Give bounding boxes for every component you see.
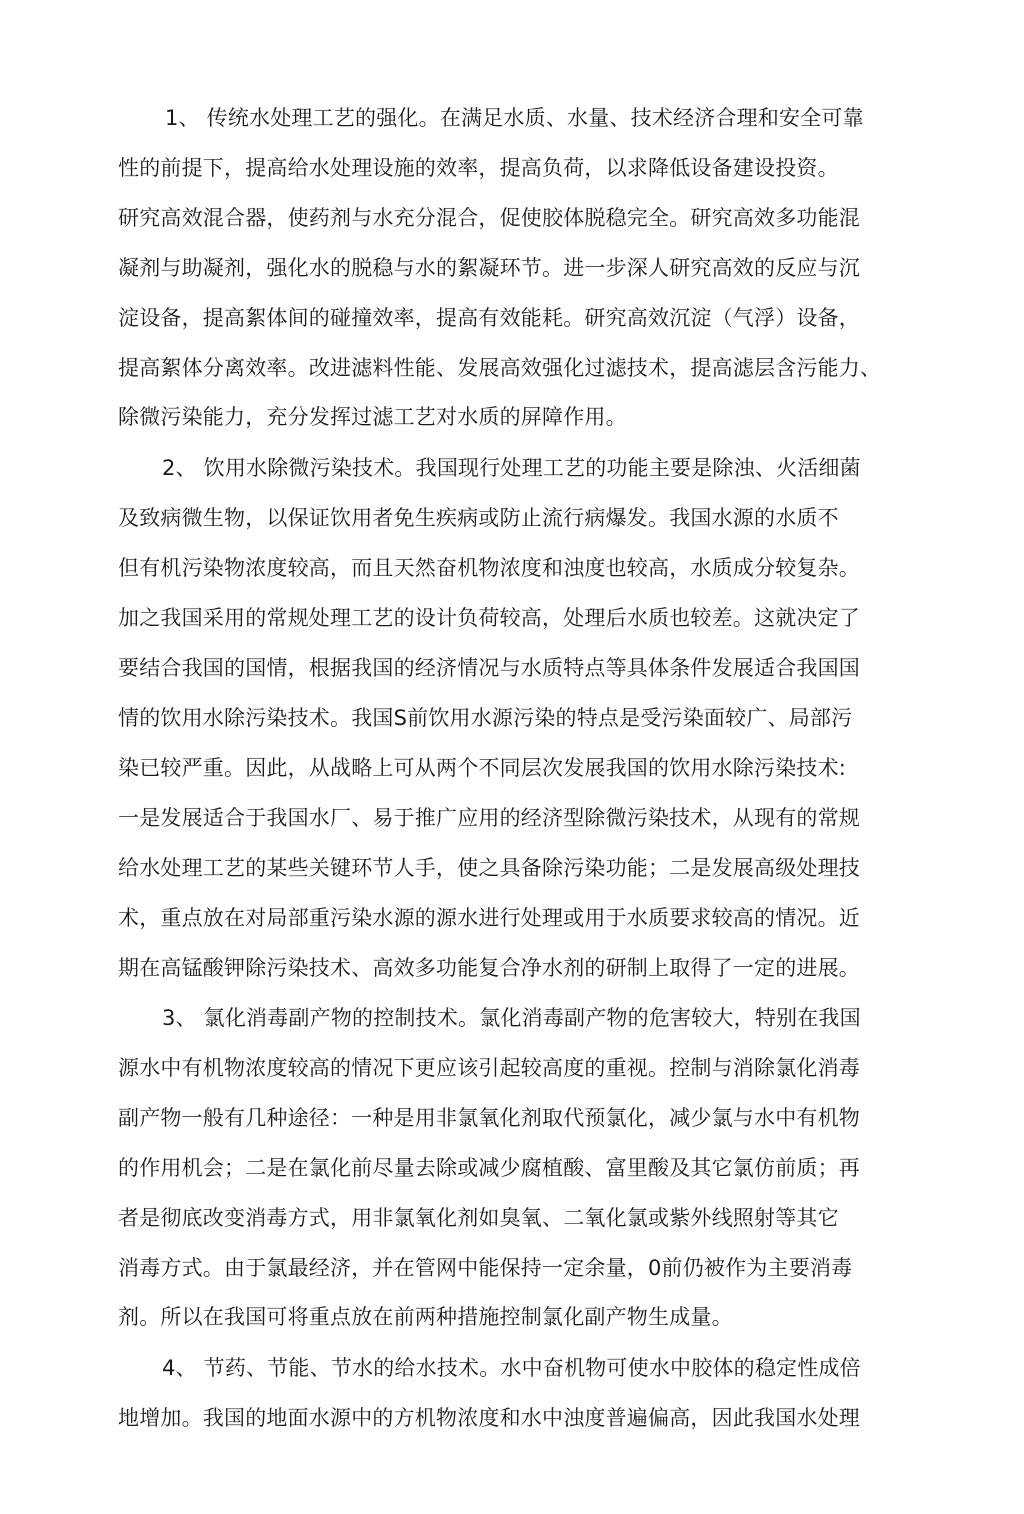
- text-line: 性的前提下，提高给水处理设施的效率，提高负荷，以求降低设备建设投资。: [118, 156, 839, 180]
- text-line: 淀设备，提高絮体间的碰撞效率，提高有效能耗。研究高效沉淀（气浮）设备，: [118, 306, 860, 330]
- text-line: 者是彻底改变消毒方式，用非氯氧化剂如臭氧、二氧化氯或紫外线照射等其它: [118, 1206, 839, 1230]
- text-line: 3、 氯化消毒副产物的控制技术。氯化消毒副产物的危害较大，特别在我国: [162, 1006, 861, 1030]
- text-line: 剂。所以在我国可将重点放在前两种措施控制氯化副产物生成量。: [118, 1305, 733, 1329]
- text-line: 凝剂与助凝剂，强化水的脱稳与水的絮凝环节。进一步深人研究高效的反应与沉: [118, 256, 860, 280]
- text-line: 2、 饮用水除微污染技术。我国现行处理工艺的功能主要是除浊、火活细菌: [162, 456, 861, 480]
- text-line: 源水中有机物浓度较高的情况下更应该引起较高度的重视。控制与消除氯化消毒: [118, 1056, 860, 1080]
- text-line: 要结合我国的国情，根据我国的经济情况与水质特点等具体条件发展适合我国国: [118, 656, 860, 680]
- text-line: 消毒方式。由于氯最经济，并在管网中能保持一定余量，0前仍被作为主要消毒: [118, 1256, 853, 1280]
- text-line: 的作用机会；二是在氯化前尽量去除或减少腐植酸、富里酸及其它氯仿前质；再: [118, 1156, 860, 1180]
- text-line: 期在高锰酸钾除污染技术、高效多功能复合净水剂的研制上取得了一定的进展。: [118, 956, 860, 980]
- text-line: 给水处理工艺的某些关键环节人手，使之具备除污染功能；二是发展高级处理技: [118, 856, 860, 880]
- text-line: 4、 节药、节能、节水的给水技术。水中奋机物可使水中胶体的稳定性成倍: [162, 1356, 861, 1380]
- text-line: 地增加。我国的地面水源中的方机物浓度和水中浊度普遍偏高，因此我国水处理: [118, 1406, 860, 1430]
- text-line: 术，重点放在对局部重污染水源的源水进行处理或用于水质要求较高的情况。近: [118, 906, 860, 930]
- text-line: 提高絮体分离效率。改进滤料性能、发展高效强化过滤技术，提高滤层含污能力、: [118, 356, 882, 380]
- text-line: 研究高效混合器，使药剂与水充分混合，促使胶体脱稳完全。研究高效多功能混: [118, 206, 860, 230]
- text-line: 但有机污染物浓度较高，而且天然奋机物浓度和浊度也较高，水质成分较复杂。: [118, 556, 860, 580]
- text-line: 加之我国采用的常规处理工艺的设计负荷较高，处理后水质也较差。这就决定了: [118, 606, 860, 630]
- text-line: 除微污染能力，充分发挥过滤工艺对水质的屏障作用。: [118, 405, 627, 429]
- text-line: 一是发展适合于我国水厂、易于推广应用的经济型除微污染技术，从现有的常规: [118, 806, 860, 830]
- text-line: 副产物一般有几种途径：一种是用非氯氧化剂取代预氯化，减少氯与水中有机物: [118, 1106, 860, 1130]
- text-line: 及致病微生物，以保证饮用者免生疾病或防止流行病爆发。我国水源的水质不: [118, 506, 839, 530]
- text-line: 染已较严重。因此，从战略上可从两个不同层次发展我国的饮用水除污染技术:: [118, 756, 847, 780]
- text-line: 1、 传统水处理工艺的强化。在满足水质、水量、技术经济合理和安全可靠: [165, 106, 864, 130]
- text-line: 情的饮用水除污染技术。我国S前饮用水源污染的特点是受污染面较广、局部污: [118, 706, 853, 730]
